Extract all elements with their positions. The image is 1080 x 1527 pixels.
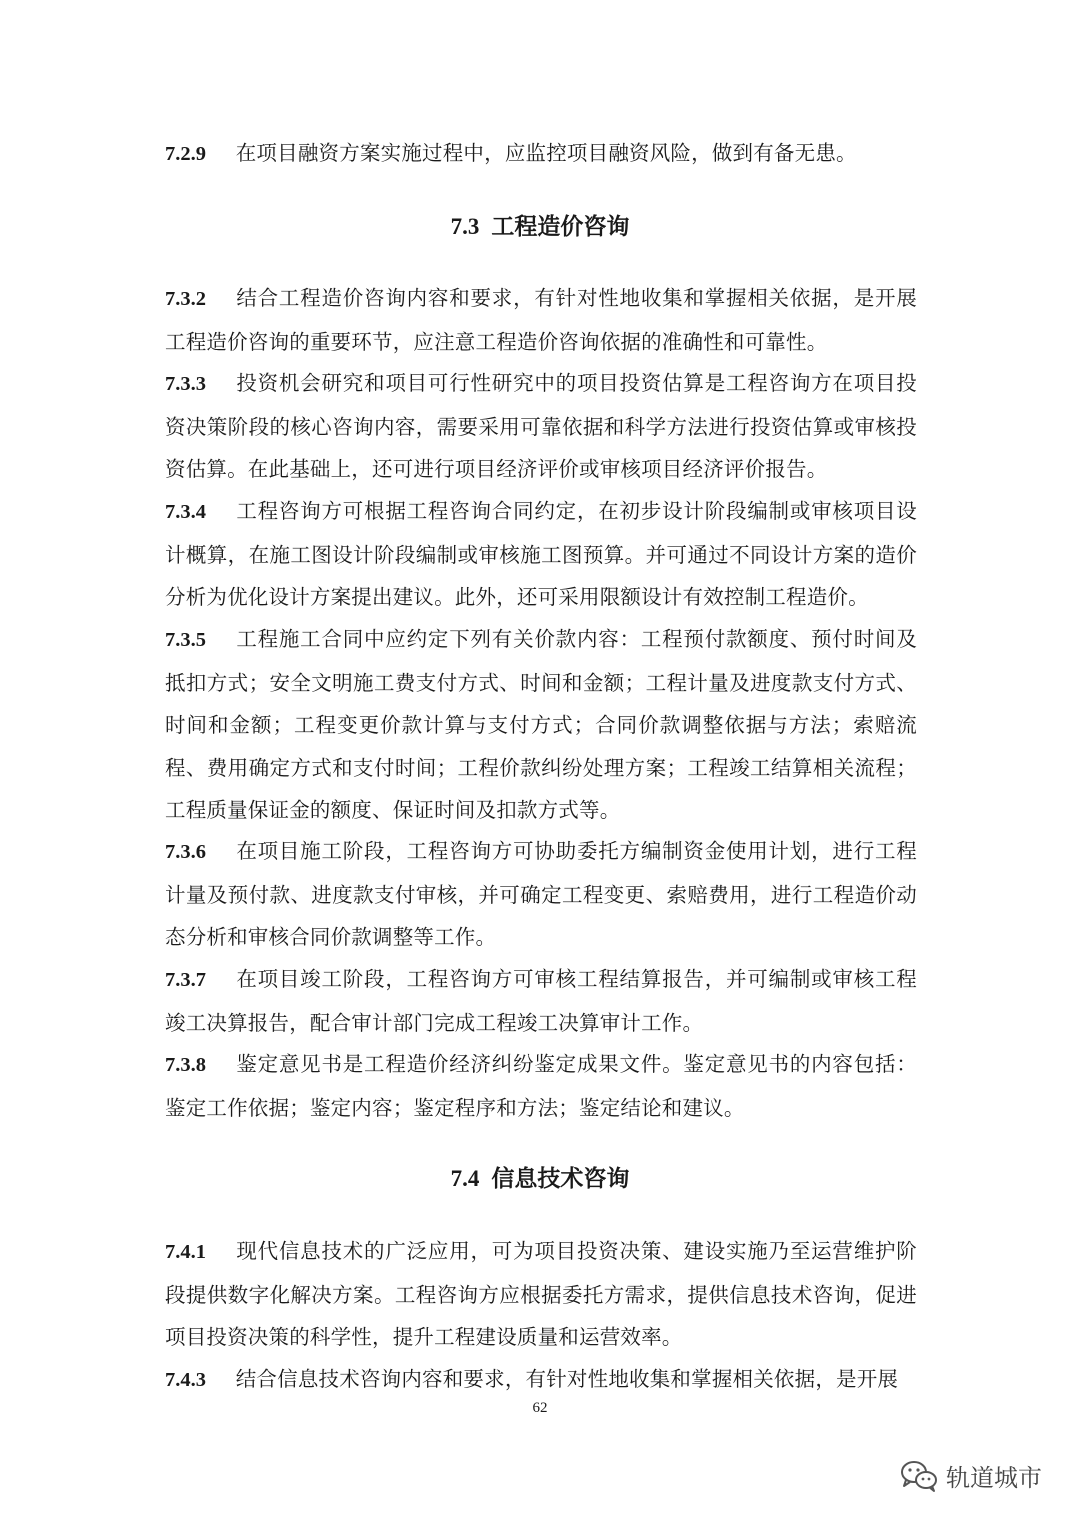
- clause-7-3-4: [165, 490, 917, 619]
- clause-7-4-1: [165, 1230, 917, 1359]
- clause-7-3-6: [165, 830, 917, 959]
- page-number: 62: [532, 1400, 548, 1416]
- section-number: 7.4: [450, 1166, 480, 1191]
- clause-number: 7.3.2: [165, 288, 206, 310]
- clause-text: 在项目融资方案实施过程中，应监控项目融资风险，做到有备无患。: [235, 141, 857, 165]
- clause-text: 投资机会研究和项目可行性研究中的项目投资估算是工程咨询方在项目投资决策阶段的核心咨询内容，需要采用可靠依据和科学方法进行投资估算或审核投资估算。在此基础上，还可进行项目经济评价或审核项目经济评价报告。: [165, 371, 917, 481]
- clause-7-3-2: [165, 277, 917, 363]
- watermark-text: 轨道城市: [946, 1464, 1042, 1492]
- clause-text: 工程咨询方可根据工程咨询合同约定，在初步设计阶段编制或审核项目设计概算，在施工图设计阶段编制或审核施工图预算。并可通过不同设计方案的造价分析为优化设计方案提出建议。此外，还可采用限额设计有效控制工程造价。: [165, 499, 917, 609]
- clause-7-4-3: [165, 1358, 917, 1402]
- clause-7-3-3: [165, 362, 917, 491]
- clause-text: 鉴定意见书是工程造价经济纠纷鉴定成果文件。鉴定意见书的内容包括：鉴定工作依据；鉴定内容；鉴定程序和方法；鉴定结论和建议。: [165, 1052, 917, 1120]
- section-number: 7.3: [450, 214, 480, 239]
- clause-text: 在项目竣工阶段，工程咨询方可审核工程结算报告，并可编制或审核工程竣工决算报告，配合审计部门完成工程竣工决算审计工作。: [165, 967, 917, 1035]
- clause-7-3-5: [165, 618, 917, 832]
- clause-text: 结合工程造价咨询内容和要求，有针对性地收集和掌握相关依据，是开展工程造价咨询的重要环节，应注意工程造价咨询依据的准确性和可靠性。: [165, 286, 917, 354]
- clause-number: 7.3.7: [165, 969, 206, 991]
- wechat-icon: [900, 1459, 938, 1493]
- section-heading-7-4: [0, 1160, 1080, 1193]
- clause-7-2-9: [165, 132, 917, 176]
- section-heading-7-3: [0, 208, 1080, 241]
- clause-7-3-7: [165, 958, 917, 1044]
- clause-number: 7.3.4: [165, 501, 206, 523]
- clause-number: 7.3.6: [165, 841, 206, 863]
- clause-text: 结合信息技术咨询内容和要求，有针对性地收集和掌握相关依据，是开展: [235, 1367, 899, 1391]
- section-title: 信息技术咨询: [491, 1166, 630, 1192]
- clause-text: 现代信息技术的广泛应用，可为项目投资决策、建设实施乃至运营维护阶段提供数字化解决方案。工程咨询方应根据委托方需求，提供信息技术咨询，促进项目投资决策的科学性，提升工程建设质量和运营效率。: [165, 1239, 917, 1349]
- clause-7-3-8: [165, 1043, 917, 1129]
- watermark: [900, 1458, 1042, 1493]
- clause-number: 7.3.5: [165, 629, 206, 651]
- clause-text: 在项目施工阶段，工程咨询方可协助委托方编制资金使用计划，进行工程计量及预付款、进度款支付审核，并可确定工程变更、索赔费用，进行工程造价动态分析和审核合同价款调整等工作。: [165, 839, 917, 949]
- clause-number: 7.4.3: [165, 1369, 206, 1391]
- clause-number: 7.2.9: [165, 143, 206, 165]
- clause-text: 工程施工合同中应约定下列有关价款内容：工程预付款额度、预付时间及抵扣方式；安全文明施工费支付方式、时间和金额；工程计量及进度款支付方式、时间和金额；工程变更价款计算与支付方式；合同价款调整依据与方法；索赔流程、费用确定方式和支付时间；工程价款纠纷处理方案；工程竣工结算相关流程；工程质量保证金的额度、保证时间及扣款方式等。: [165, 627, 917, 822]
- clause-number: 7.3.3: [165, 373, 206, 395]
- section-title: 工程造价咨询: [491, 214, 630, 240]
- clause-number: 7.3.8: [165, 1054, 206, 1076]
- clause-number: 7.4.1: [165, 1241, 206, 1263]
